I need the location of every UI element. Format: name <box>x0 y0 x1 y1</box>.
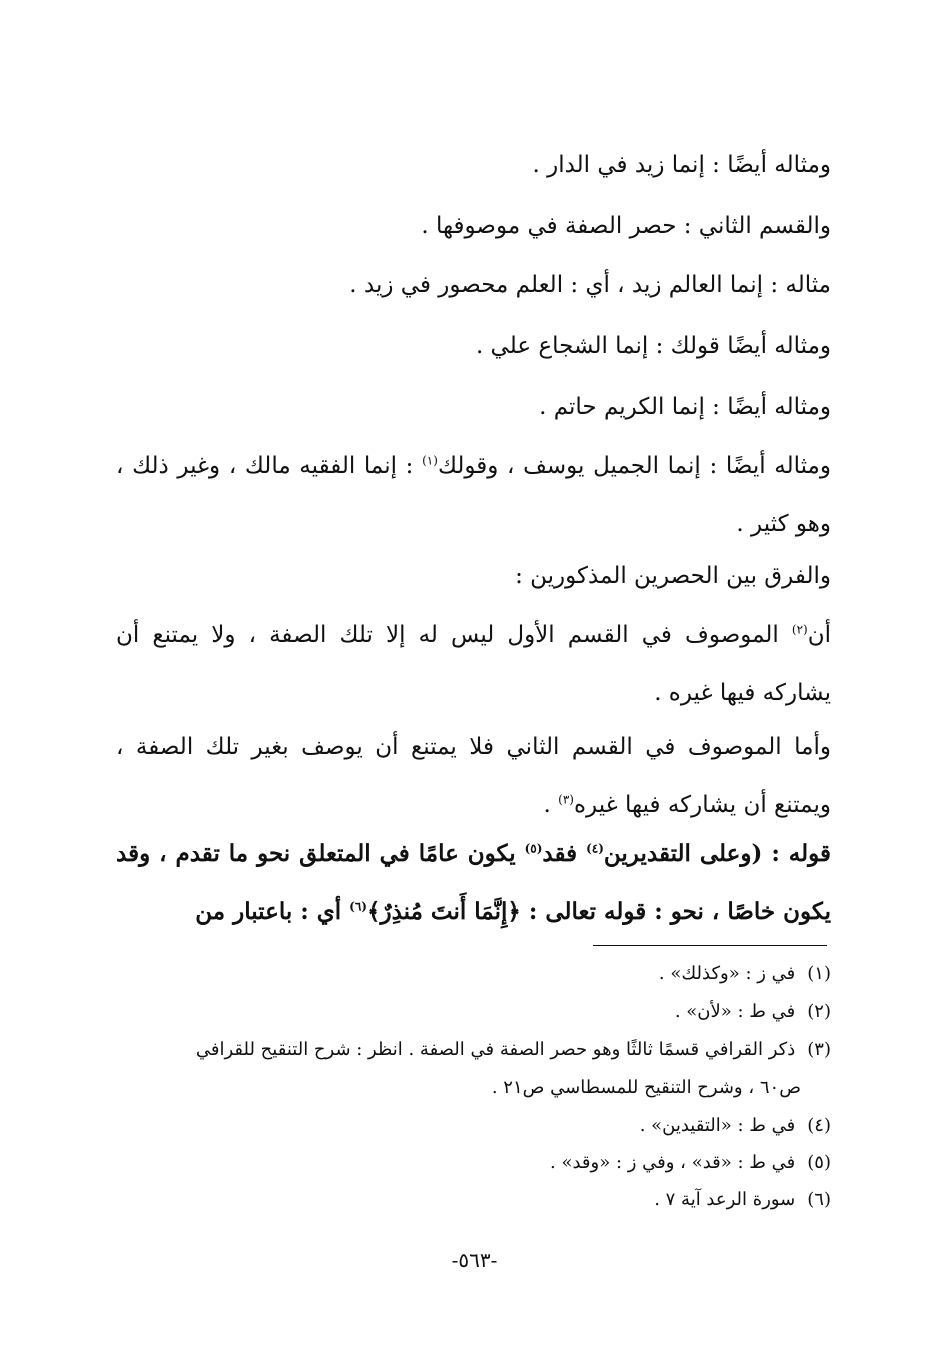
page-number: -٥٦٣- <box>451 1248 498 1272</box>
footnote-number: (٦) <box>807 1189 831 1210</box>
paragraph-text: فقد <box>542 840 587 867</box>
footnote <box>116 1184 831 1215</box>
paragraph-text: أن <box>807 622 831 648</box>
footnote <box>116 996 831 1027</box>
footnote-text: في ط : «لأن» . <box>674 1001 796 1022</box>
footnote-continuation <box>116 1072 801 1103</box>
footnote-text: ذكر القرافي قسمًا ثالثًا وهو حصر الصفة في الصفة . انظر : شرح التنقيح للقرافي <box>195 1039 796 1060</box>
body-line: ومثاله أيضًا : إنما الكريم حاتم . <box>539 394 831 420</box>
paragraph-text: وأما الموصوف في القسم الثاني فلا يمتنع أن يوصف بغير تلك الصفة ، ويمتنع أن يشاركه فيها غيره <box>116 734 831 818</box>
paragraph <box>116 437 831 553</box>
paragraph-text: الموصوف في القسم الأول ليس له إلا تلك الصفة ، ولا يمتنع أن يشاركه فيها غيره . <box>116 622 831 706</box>
body-line: والقسم الثاني : حصر الصفة في موصوفها . <box>421 213 831 239</box>
footnote-number: (٤) <box>807 1115 831 1136</box>
commentary-paragraph <box>116 825 831 941</box>
paragraph <box>116 606 831 722</box>
paragraph-text: يكون عامًا في المتعلق نحو ما تقدم ، وقد يكون خاصًا ، نحو : قوله تعالى : ﴿إِنَّمَا أَنتَ مُنذِرٌ﴾ <box>116 840 831 925</box>
paragraph-text: ومثاله أيضًا : إنما الجميل يوسف ، وقولك <box>437 453 831 479</box>
footnote-ref: (٢) <box>791 622 808 637</box>
section-heading: والفرق بين الحصرين المذكورين : <box>515 563 831 589</box>
footnote-text: ص٦٠ ، وشرح التنقيح للمسطاسي ص٢١ . <box>491 1077 801 1098</box>
footnote <box>116 958 831 989</box>
paragraph-text: : إنما الفقيه مالك ، وغير ذلك ، وهو كثير . <box>116 453 831 537</box>
footnote-text: في ط : «قد» ، وفي ز : «وقد» . <box>550 1152 796 1173</box>
footnote-text: في ز : «وكذلك» . <box>658 963 796 984</box>
footnote-number: (٢) <box>807 1001 831 1022</box>
paragraph-text: أي : باعتبار من <box>195 898 350 925</box>
body-line: ومثاله أيضًا : إنما زيد في الدار . <box>532 152 831 178</box>
footnote-ref: (١) <box>422 453 438 468</box>
footnote <box>116 1110 831 1141</box>
footnote-number: (١) <box>807 963 831 984</box>
footnote-number: (٥) <box>807 1152 831 1173</box>
paragraph <box>116 718 831 834</box>
footnote-text: سورة الرعد آية ٧ . <box>654 1189 796 1210</box>
body-line: ومثاله أيضًا قولك : إنما الشجاع علي . <box>475 333 831 359</box>
paragraph-text: قوله : (وعلى التقديرين <box>603 840 831 867</box>
footnote-ref: (٥) <box>524 841 543 856</box>
footnote-ref: (٣) <box>558 792 574 807</box>
paragraph-text: . <box>543 792 559 818</box>
footnote <box>116 1034 831 1065</box>
footnote-ref: (٤) <box>586 841 604 856</box>
footnote-text: في ط : «التقيدين» . <box>639 1115 796 1136</box>
footnote-number: (٣) <box>807 1039 831 1060</box>
footnote-ref: (٦) <box>349 899 367 914</box>
footnote-separator <box>593 945 827 946</box>
footnote <box>116 1147 831 1178</box>
body-line: مثاله : إنما العالم زيد ، أي : العلم محصور في زيد . <box>349 272 831 298</box>
